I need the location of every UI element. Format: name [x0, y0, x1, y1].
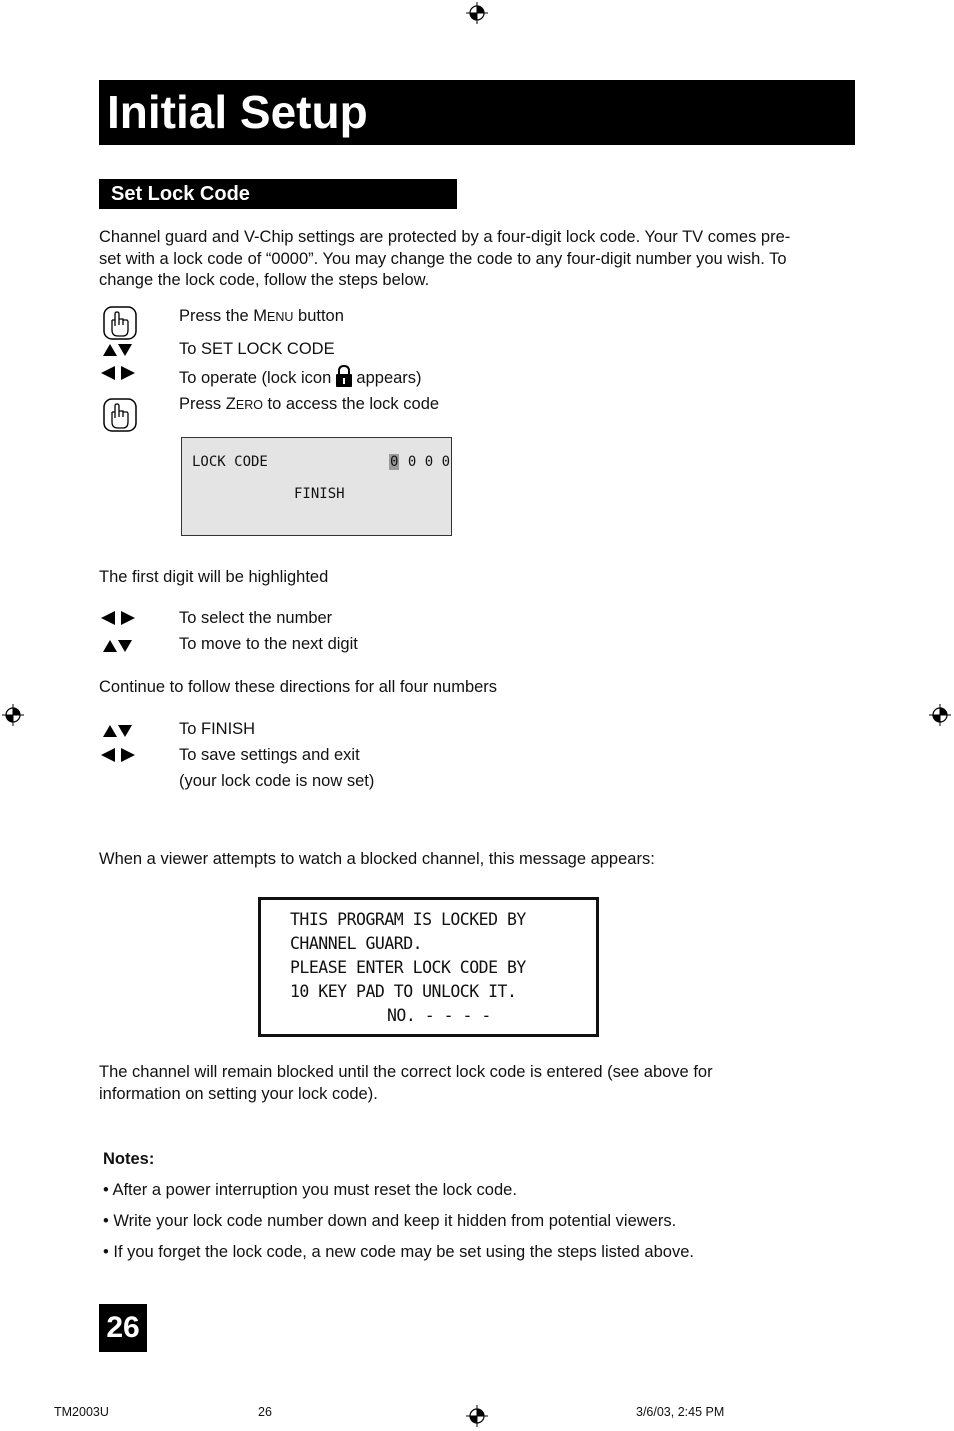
- intro-line: set with a lock code of “0000”. You may change the code to any four-digit number you wish. To: [99, 249, 787, 268]
- remaining-digits: 0 0 0: [407, 454, 451, 470]
- step-text: appears): [351, 369, 422, 387]
- finish-label: FINISH: [294, 486, 345, 502]
- intro-line: Channel guard and V-Chip settings are protected by a four-digit lock code. Your TV comes pre-: [99, 228, 791, 246]
- message-line: CHANNEL GUARD.: [290, 934, 423, 953]
- page-title: Initial Setup: [99, 80, 855, 145]
- remain-line: information on setting your lock code).: [99, 1084, 378, 1103]
- hand-press-icon: [103, 398, 137, 432]
- page-number: 26: [99, 1304, 147, 1352]
- step-press-zero: [179, 395, 439, 414]
- menu-key-label: ENU: [267, 310, 294, 324]
- step-code-set-note: (your lock code is now set): [179, 772, 375, 790]
- hand-press-icon: [103, 306, 137, 340]
- left-right-arrows-icon: [101, 366, 135, 380]
- left-right-arrows-icon: [101, 748, 135, 762]
- note-item: • If you forget the lock code, a new code may be set using the steps listed above.: [103, 1243, 694, 1261]
- step-set-lock-code: To SET LOCK CODE: [179, 340, 335, 358]
- left-right-arrows-icon: [101, 611, 135, 625]
- message-line: PLEASE ENTER LOCK CODE BY: [290, 958, 526, 977]
- footer-timestamp: 3/6/03, 2:45 PM: [636, 1405, 725, 1419]
- highlighted-digit: 0: [390, 454, 399, 470]
- up-down-arrows-icon: [103, 343, 133, 357]
- up-down-arrows-icon: [103, 724, 133, 738]
- continue-text: Continue to follow these directions for all four numbers: [99, 678, 498, 696]
- step-save-exit: To save settings and exit: [179, 746, 360, 764]
- notes-title: Notes:: [103, 1150, 155, 1168]
- step-text: Press the: [179, 307, 254, 325]
- step-operate: [179, 365, 422, 388]
- lock-code-entry: NO. - - - -: [387, 1006, 491, 1025]
- intro-paragraph: [99, 227, 790, 292]
- remain-line: The channel will remain blocked until the correct lock code is entered (see above for: [99, 1063, 713, 1081]
- lock-code-label: LOCK CODE: [192, 454, 268, 470]
- intro-line: change the lock code, follow the steps below.: [99, 271, 430, 289]
- lock-code-screen: [181, 437, 452, 536]
- step-select-number: To select the number: [179, 609, 333, 627]
- registration-mark-icon: [929, 704, 951, 726]
- step-finish: To FINISH: [179, 720, 256, 738]
- footer-doc-id: TM2003U: [54, 1405, 109, 1419]
- note-item: • Write your lock code number down and keep it hidden from potential viewers.: [103, 1212, 677, 1230]
- registration-mark-icon: [466, 2, 488, 24]
- step-text: To operate (lock icon: [179, 369, 336, 387]
- step-text: Press: [179, 395, 226, 413]
- footer-page: 26: [258, 1405, 272, 1419]
- message-line: THIS PROGRAM IS LOCKED BY: [290, 910, 526, 929]
- zero-key-label: ERO: [235, 398, 263, 412]
- step-text: to access the lock code: [262, 395, 440, 413]
- note-item: • After a power interruption you must reset the lock code.: [103, 1181, 517, 1199]
- lock-icon: [336, 365, 352, 387]
- step-text: button: [293, 307, 344, 325]
- zero-key-label: Z: [225, 395, 236, 413]
- highlight-text: The first digit will be highlighted: [99, 568, 329, 586]
- step-next-digit: To move to the next digit: [179, 635, 358, 653]
- message-line: 10 KEY PAD TO UNLOCK IT.: [290, 982, 517, 1001]
- remain-paragraph: [99, 1062, 713, 1105]
- menu-key-label: M: [253, 307, 268, 325]
- section-title: Set Lock Code: [99, 179, 457, 209]
- lock-code-digits: [389, 454, 450, 470]
- registration-mark-icon: [2, 704, 24, 726]
- blocked-intro-text: When a viewer attempts to watch a blocked channel, this message appears:: [99, 850, 655, 868]
- registration-mark-icon: [466, 1405, 488, 1427]
- step-press-menu: [179, 307, 344, 326]
- blocked-channel-message: [258, 897, 599, 1037]
- up-down-arrows-icon: [103, 639, 133, 653]
